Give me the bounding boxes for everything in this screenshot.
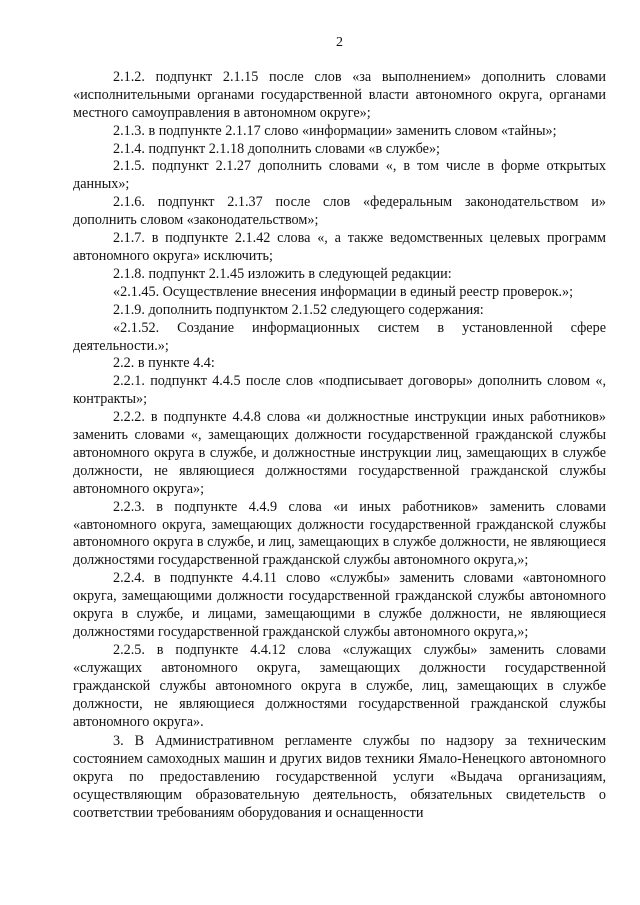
- page-number: 2: [336, 35, 343, 50]
- paragraph-2-1-5: 2.1.5. подпункт 2.1.27 дополнить словами «, в том числе в форме открытых данных»;: [73, 158, 606, 193]
- paragraph-2-2-2: 2.2.2. в подпункте 4.4.8 слова «и должностные инструкции иных работников» заменить словами «, замещающих должности государственной гражданской службы автономного округа в службе, и должностные инструкции лиц, замещающих в службе должности, не являющиеся должностями государственной гражданской службы автономного округа»;: [73, 409, 606, 497]
- paragraph-2-2-5: 2.2.5. в подпункте 4.4.12 слова «служащих службы» заменить словами «служащих автономного округа, замещающих должности государственной гражданской службы автономного округа в службе, лиц, замещающих в службе должности, не являющиеся должностями государственной гражданской службы автономного округа».: [73, 641, 606, 730]
- paragraph-2-2-1: 2.2.1. подпункт 4.4.5 после слов «подписывает договоры» дополнить словом «, контракты»;: [73, 373, 606, 408]
- paragraph-2-2-3: 2.2.3. в подпункте 4.4.9 слова «и иных работников» заменить словами «автономного округа, замещающих должности государственной гражданской службы автономного округа в службе, и лиц, замещающих в службе должности, не являющиеся должностями государственной гражданской службы автономного округа,»;: [73, 498, 606, 569]
- paragraph-2-1-4: 2.1.4. подпункт 2.1.18 дополнить словами «в службе»;: [113, 140, 441, 157]
- paragraph-2-1-45-text: «2.1.45. Осуществление внесения информации в единый реестр проверок.»;: [113, 283, 574, 300]
- paragraph-2-1-3: 2.1.3. в подпункте 2.1.17 слово «информации» заменить словом «тайны»;: [113, 122, 557, 139]
- paragraph-2-1-6: 2.1.6. подпункт 2.1.37 после слов «федеральным законодательством и» дополнить словом «законодательством»;: [73, 194, 606, 229]
- paragraph-2-1-9: 2.1.9. дополнить подпунктом 2.1.52 следующего содержания:: [113, 301, 484, 318]
- paragraph-2-1-52-text: «2.1.52. Создание информационных систем в установленной сфере деятельности.»;: [73, 319, 606, 354]
- paragraph-2-1-8: 2.1.8. подпункт 2.1.45 изложить в следующей редакции:: [113, 265, 452, 282]
- paragraph-3: 3. В Административном регламенте службы по надзору за техническим состоянием самоходных машин и других видов техники Ямало-Ненецкого автономного округа по предоставлению государственной услуги «Выдача организациям, осуществляющим образовательную деятельность, обязательных свидетельств о соответствии требованиям оборудования и оснащенности: [73, 733, 606, 822]
- paragraph-2-1-2: 2.1.2. подпункт 2.1.15 после слов «за выполнением» дополнить словами «исполнительными органами государственной власти автономного округа, органами местного самоуправления в автономном округе»;: [73, 68, 606, 121]
- paragraph-2-2-4: 2.2.4. в подпункте 4.4.11 слово «службы» заменить словами «автономного округа, замещающими должности государственной гражданской службы автономного округа в службе, и лицами, замещающими в службе должности, не являющиеся должностями государственной гражданской службы автономного округа,»;: [73, 570, 606, 640]
- document-page: [73, 34, 606, 823]
- paragraph-2-1-7: 2.1.7. в подпункте 2.1.42 слова «, а также ведомственных целевых программ автономного округа» исключить;: [73, 230, 606, 264]
- paragraph-2-2: 2.2. в пункте 4.4:: [113, 355, 215, 372]
